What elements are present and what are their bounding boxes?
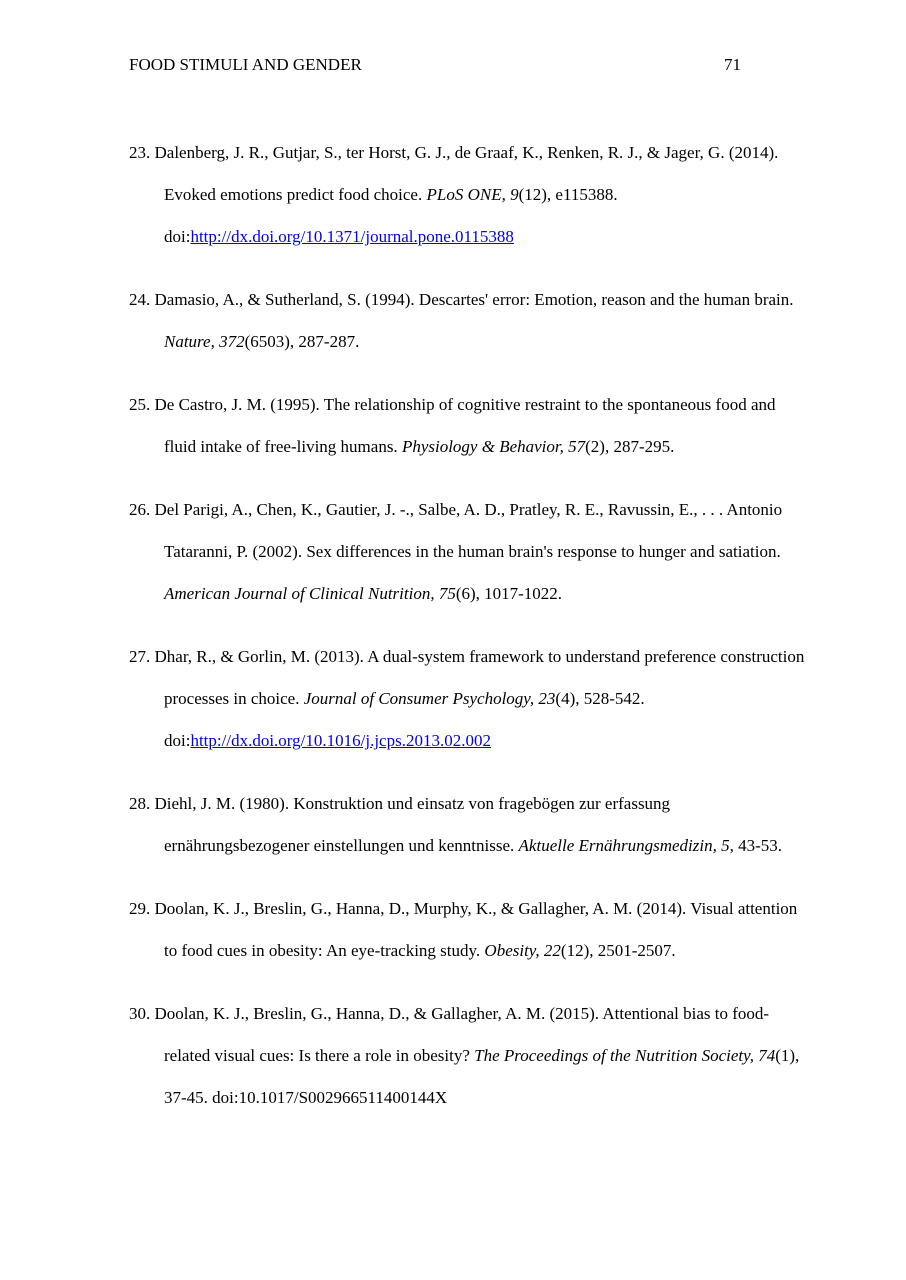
reference-number: 23. xyxy=(129,143,151,162)
reference-journal: American Journal of Clinical Nutrition, 75 xyxy=(164,584,456,603)
doi-link[interactable]: http://dx.doi.org/10.1016/j.jcps.2013.02.002 xyxy=(190,731,491,750)
page-number: 71 xyxy=(724,55,741,74)
reference-text: De Castro, J. M. (1995). The relationship of cognitive restraint to the spontaneous food and fluid intake of free-living humans. xyxy=(150,395,776,456)
reference-text: Diehl, J. M. (1980). Konstruktion und einsatz von fragebögen zur erfassung ernährungsbezogener einstellungen und kenntnisse. xyxy=(150,794,671,855)
reference-journal: The Proceedings of the Nutrition Society, 74 xyxy=(474,1046,776,1065)
reference-list xyxy=(129,132,809,1140)
reference-journal: PLoS ONE, 9 xyxy=(426,185,519,204)
reference-details: (4), 528-542. doi: xyxy=(164,689,645,750)
reference-28 xyxy=(129,783,809,867)
reference-number: 24. xyxy=(129,290,151,309)
reference-details: , 43-53. xyxy=(729,836,783,855)
reference-23 xyxy=(129,132,809,258)
reference-27 xyxy=(129,636,809,762)
reference-details: (6), 1017-1022. xyxy=(455,584,563,603)
reference-journal: Obesity, 22 xyxy=(484,941,561,960)
reference-details: (12), 2501-2507. xyxy=(560,941,676,960)
reference-text: Doolan, K. J., Breslin, G., Hanna, D., & Gallagher, A. M. (2015). Attentional bias to food-related visual cues: Is there a role in obesity? xyxy=(150,1004,770,1065)
running-head xyxy=(129,54,741,76)
reference-journal: Physiology & Behavior, 57 xyxy=(401,437,586,456)
reference-text: Dhar, R., & Gorlin, M. (2013). A dual-system framework to understand preference construction processes in choice. xyxy=(150,647,805,708)
reference-details: (12), e115388. doi: xyxy=(164,185,618,246)
reference-number: 30. xyxy=(129,1004,151,1023)
reference-journal: Nature, 372 xyxy=(164,332,245,351)
reference-text: Dalenberg, J. R., Gutjar, S., ter Horst, G. J., de Graaf, K., Renken, R. J., & Jager, G. (2014). Evoked emotions predict food choice. xyxy=(150,143,779,204)
reference-number: 27. xyxy=(129,647,151,666)
reference-text: Doolan, K. J., Breslin, G., Hanna, D., Murphy, K., & Gallagher, A. M. (2014). Visual attention to food cues in obesity: An eye-tracking study. xyxy=(150,899,798,960)
reference-journal: Aktuelle Ernährungsmedizin, 5 xyxy=(518,836,730,855)
reference-text: Del Parigi, A., Chen, K., Gautier, J. -., Salbe, A. D., Pratley, R. E., Ravussin, E., . . . Antonio Tataranni, P. (2002). Sex differences in the human brain's response to hunger and satiation. xyxy=(150,500,783,561)
doi-link[interactable]: http://dx.doi.org/10.1371/journal.pone.0115388 xyxy=(190,227,514,246)
reference-24 xyxy=(129,279,809,363)
reference-number: 26. xyxy=(129,500,151,519)
reference-29 xyxy=(129,888,809,972)
reference-30 xyxy=(129,993,809,1119)
running-head-title: FOOD STIMULI AND GENDER xyxy=(129,55,362,74)
reference-details: (6503), 287-287. xyxy=(244,332,360,351)
reference-text: Damasio, A., & Sutherland, S. (1994). Descartes' error: Emotion, reason and the human brain. xyxy=(150,290,794,309)
reference-number: 28. xyxy=(129,794,151,813)
reference-number: 25. xyxy=(129,395,151,414)
reference-26 xyxy=(129,489,809,615)
reference-number: 29. xyxy=(129,899,151,918)
reference-25 xyxy=(129,384,809,468)
reference-journal: Journal of Consumer Psychology, 23 xyxy=(303,689,556,708)
reference-details: (2), 287-295. xyxy=(585,437,675,456)
reference-details: (1), 37-45. doi:10.1017/S002966511400144X xyxy=(164,1046,800,1107)
